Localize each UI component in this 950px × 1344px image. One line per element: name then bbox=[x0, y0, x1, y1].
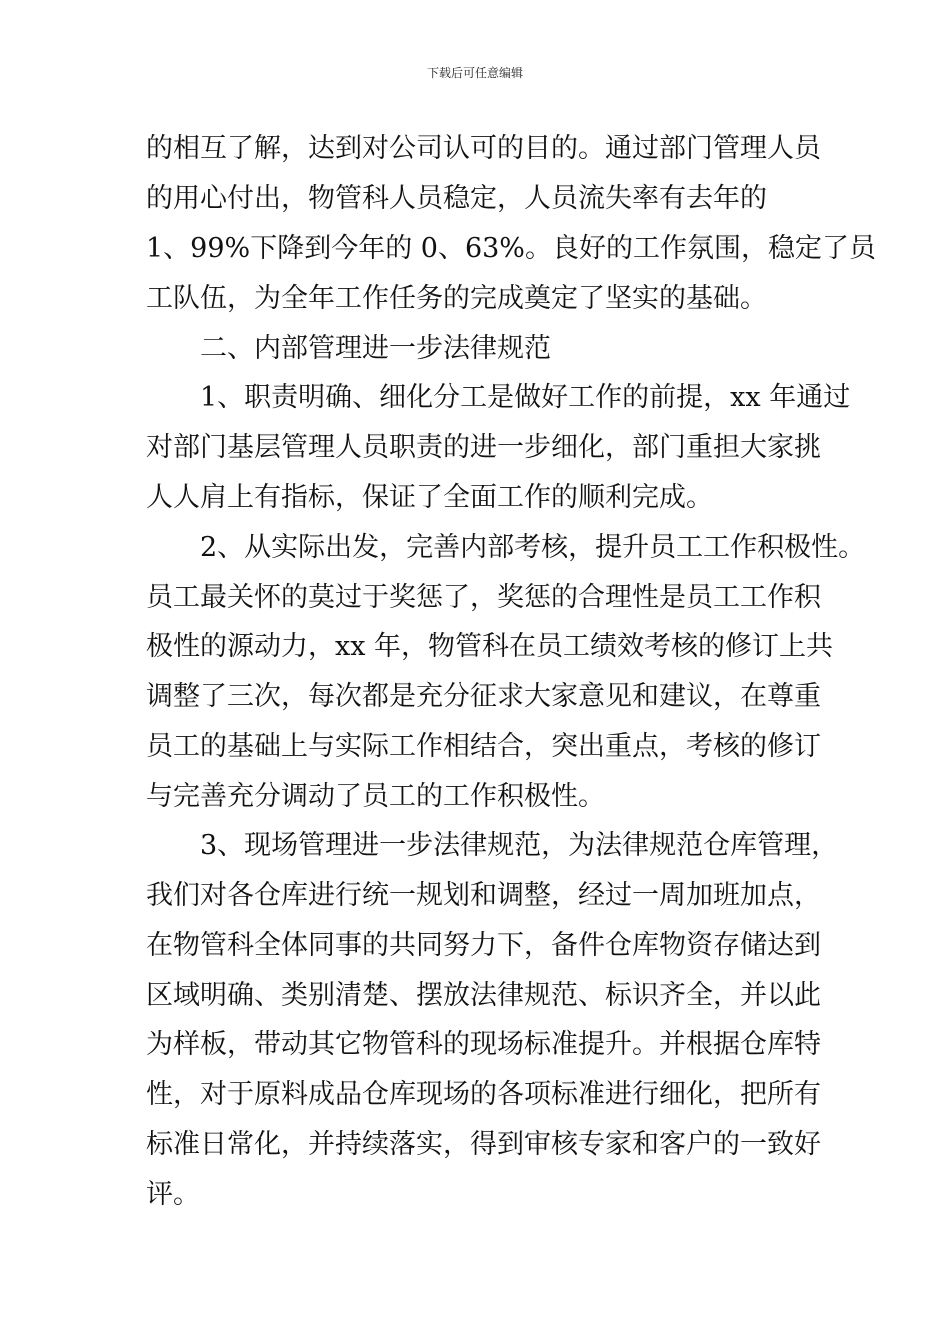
body-line: 3、现场管理进一步法律规范，为法律规范仓库管理， bbox=[146, 830, 839, 861]
body-line: 员工最关怀的莫过于奖惩了，奖惩的合理性是员工工作积 bbox=[146, 582, 821, 613]
body-line: 的相互了解，达到对公司认可的目的。通过部门管理人员 bbox=[146, 133, 821, 164]
body-line: 标准日常化，并持续落实，得到审核专家和客户的一致好 bbox=[146, 1129, 821, 1160]
body-line: 员工的基础上与实际工作相结合，突出重点，考核的修订 bbox=[146, 731, 821, 762]
body-line: 的用心付出，物管科人员稳定，人员流失率有去年的 bbox=[146, 183, 767, 214]
section-heading: 二、内部管理进一步法律规范 bbox=[146, 333, 551, 364]
body-line: 工队伍，为全年工作任务的完成奠定了坚实的基础。 bbox=[146, 283, 767, 314]
body-line: 我们对各仓库进行统一规划和调整，经过一周加班加点， bbox=[146, 880, 821, 911]
body-line: 对部门基层管理人员职责的进一步细化，部门重担大家挑 bbox=[146, 432, 821, 463]
body-line: 2、从实际出发，完善内部考核，提升员工工作积极性。 bbox=[146, 532, 866, 563]
body-line: 1、职责明确、细化分工是做好工作的前提，xx 年通过 bbox=[146, 382, 851, 413]
body-line: 区域明确、类别清楚、摆放法律规范、标识齐全，并以此 bbox=[146, 980, 821, 1011]
body-line: 调整了三次，每次都是充分征求大家意见和建议，在尊重 bbox=[146, 681, 821, 712]
body-line: 极性的源动力，xx 年，物管科在员工绩效考核的修订上共 bbox=[146, 631, 834, 662]
body-line: 性，对于原料成品仓库现场的各项标准进行细化，把所有 bbox=[146, 1079, 821, 1110]
body-line: 为样板，带动其它物管科的现场标准提升。并根据仓库特 bbox=[146, 1029, 821, 1060]
body-line: 与完善充分调动了员工的工作积极性。 bbox=[146, 781, 605, 812]
body-line: 评。 bbox=[146, 1179, 200, 1210]
body-line: 人人肩上有指标，保证了全面工作的顺利完成。 bbox=[146, 482, 713, 513]
body-line: 1、99%下降到今年的 0、63%。良好的工作氛围，稳定了员 bbox=[146, 233, 876, 264]
page-header: 下载后可任意编辑 bbox=[426, 66, 523, 80]
body-line: 在物管科全体同事的共同努力下，备件仓库物资存储达到 bbox=[146, 930, 821, 961]
